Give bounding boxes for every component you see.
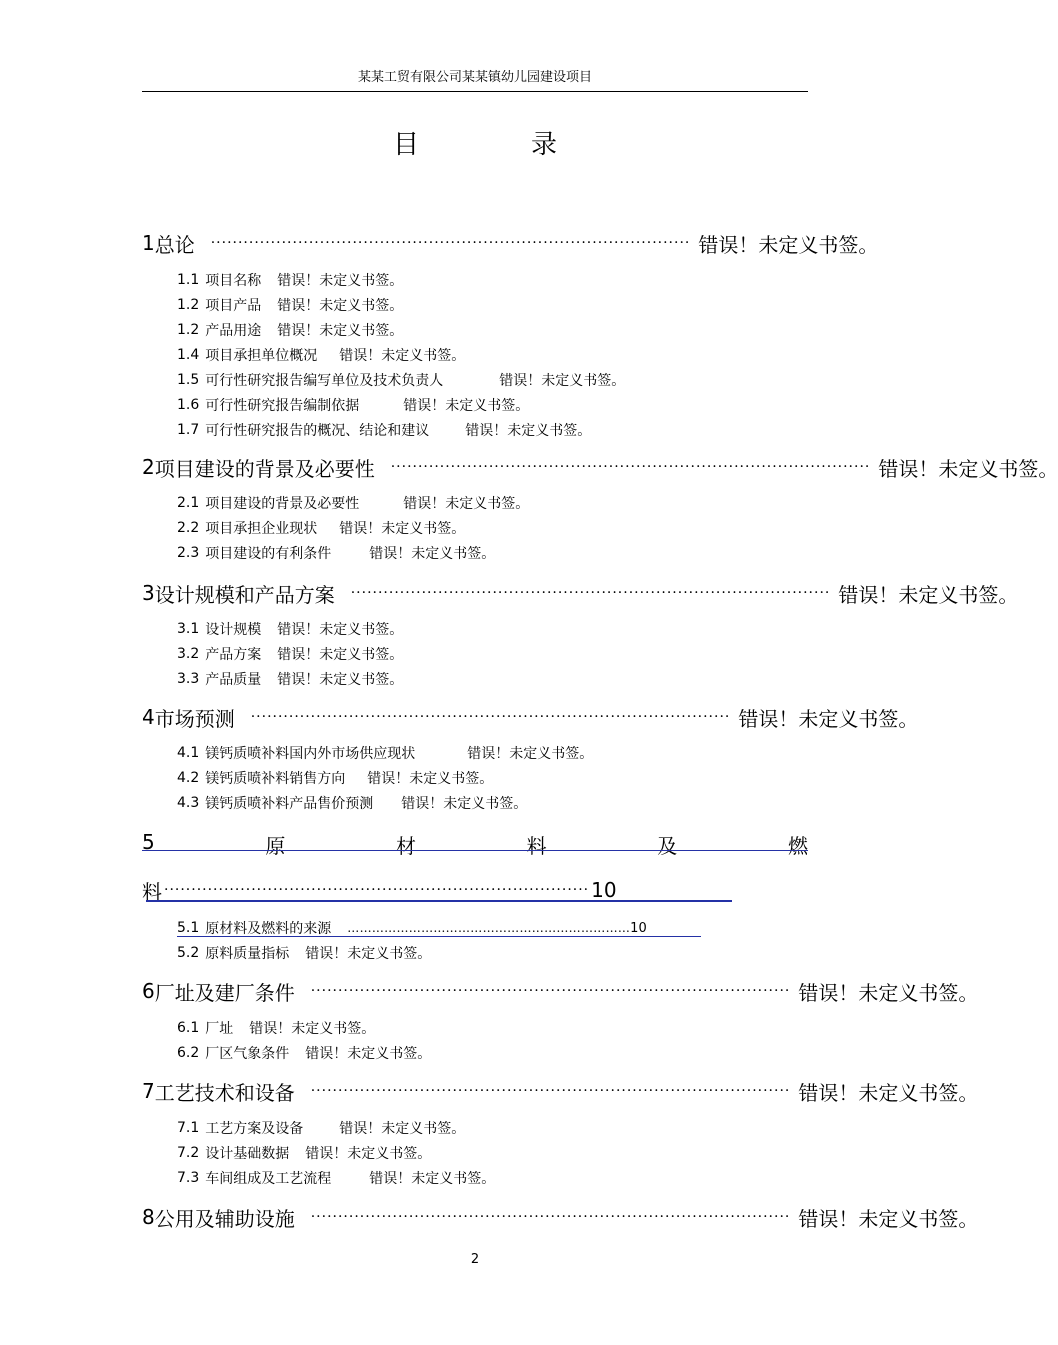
toc-entry-section-4-1[interactable] xyxy=(177,743,593,763)
section-title: 原料质量指标 xyxy=(205,946,290,962)
dot-leader: ························································································ xyxy=(250,709,731,725)
section-number: 4.2 xyxy=(177,770,200,786)
chapter-number: 6 xyxy=(142,979,155,1003)
section-number: 3.1 xyxy=(177,621,200,637)
running-header: 某某工贸有限公司某某镇幼儿园建设项目 xyxy=(357,70,592,85)
section-title: 原材料及燃料的来源 xyxy=(205,921,332,937)
toc-entry-section-7-1[interactable] xyxy=(177,1118,465,1138)
section-number: 7.3 xyxy=(177,1170,200,1186)
section-number: 1.4 xyxy=(177,347,200,363)
section-page: 错误！未定义书签。 xyxy=(369,1171,496,1187)
section-page: 错误！未定义书签。 xyxy=(305,946,432,962)
section-page: 错误！未定义书签。 xyxy=(277,672,404,688)
section-page: 错误！未定义书签。 xyxy=(277,298,404,314)
toc-entry-section-6-1[interactable] xyxy=(177,1018,375,1038)
dot-leader: ·············································································· xyxy=(164,882,590,898)
section-page: 错误！未定义书签。 xyxy=(305,1146,432,1162)
section-title: 项目建设的有利条件 xyxy=(205,546,332,562)
section-title: 可行性研究报告的概况、结论和建议 xyxy=(205,423,430,439)
chapter-page: 错误！未定义书签。 xyxy=(878,456,1058,481)
section-number: 1.2 xyxy=(177,297,200,313)
section-title: 项目名称 xyxy=(205,273,262,289)
section-number: 3.3 xyxy=(177,671,200,687)
section-page: 错误！未定义书签。 xyxy=(465,423,592,439)
chapter-title: 设计规模和产品方案 xyxy=(154,582,335,607)
section-page: 错误！未定义书签。 xyxy=(277,273,404,289)
toc-entry-chapter-1[interactable] xyxy=(142,228,879,258)
section-page: 错误！未定义书签。 xyxy=(277,622,404,638)
section-number: 1.1 xyxy=(177,272,200,288)
toc-entry-chapter-4[interactable] xyxy=(142,702,919,732)
toc-entry-section-2-1[interactable] xyxy=(177,493,529,513)
toc-entry-section-1-2[interactable] xyxy=(177,320,403,340)
chapter-title: 公用及辅助设施 xyxy=(154,1206,295,1231)
chapter-number: 8 xyxy=(142,1205,155,1229)
chapter-title-char: 及 xyxy=(657,834,678,858)
chapter-title-char: 料 xyxy=(526,834,547,858)
toc-entry-section-3-1[interactable] xyxy=(177,619,403,639)
section-title: 产品用途 xyxy=(205,323,262,339)
toc-entry-section-1-6[interactable] xyxy=(177,395,529,415)
dot-leader: ························································································ xyxy=(310,1209,791,1225)
section-page: 错误！未定义书签。 xyxy=(403,398,530,414)
toc-title: 目录 xyxy=(392,130,669,160)
toc-entry-section-1-1[interactable] xyxy=(177,270,403,290)
section-number: 1.5 xyxy=(177,372,200,388)
section-number: 1.2 xyxy=(177,322,200,338)
toc-entry-chapter-3[interactable] xyxy=(142,578,1019,608)
dot-leader: …………………………………………………………… xyxy=(347,921,631,935)
chapter-number: 7 xyxy=(142,1079,155,1103)
section-number: 5.2 xyxy=(177,945,200,961)
section-number: 1.7 xyxy=(177,422,200,438)
section-number: 5.1 xyxy=(177,920,200,936)
dot-leader: ························································································ xyxy=(210,235,691,251)
chapter-title-char: 料 xyxy=(142,879,162,904)
section-page: 错误！未定义书签。 xyxy=(339,521,466,537)
section-page: 错误！未定义书签。 xyxy=(401,796,528,812)
chapter-number: 5 xyxy=(142,830,155,854)
section-title: 厂址 xyxy=(205,1021,234,1037)
section-number: 6.1 xyxy=(177,1020,200,1036)
chapter-page: 错误！未定义书签。 xyxy=(798,1206,979,1231)
chapter-number: 3 xyxy=(142,581,155,605)
chapter-title: 市场预测 xyxy=(154,706,235,731)
toc-entry-section-1-2[interactable] xyxy=(177,295,403,315)
chapter-title-char: 原 xyxy=(265,834,286,858)
section-number: 2.3 xyxy=(177,545,200,561)
section-number: 1.6 xyxy=(177,397,200,413)
section-title: 项目建设的背景及必要性 xyxy=(205,496,360,512)
section-page: 10 xyxy=(630,920,647,936)
section-page: 错误！未定义书签。 xyxy=(369,546,496,562)
section-title: 镁钙质喷补料销售方向 xyxy=(205,771,346,787)
section-page: 错误！未定义书签。 xyxy=(339,1121,466,1137)
page-number: 2 xyxy=(470,1252,480,1267)
section-title: 产品方案 xyxy=(205,647,262,663)
toc-entry-section-4-2[interactable] xyxy=(177,768,493,788)
toc-entry-chapter-2[interactable] xyxy=(142,452,1058,482)
section-title: 工艺方案及设备 xyxy=(205,1121,304,1137)
section-number: 7.2 xyxy=(177,1145,200,1161)
chapter-number: 1 xyxy=(142,231,155,255)
dot-leader: ························································································ xyxy=(390,459,871,475)
section-title: 项目承担企业现状 xyxy=(205,521,318,537)
section-title: 镁钙质喷补料产品售价预测 xyxy=(205,796,374,812)
section-page: 错误！未定义书签。 xyxy=(499,373,626,389)
toc-entry-section[interactable] xyxy=(177,943,431,963)
section-title: 镁钙质喷补料国内外市场供应现状 xyxy=(205,746,416,762)
chapter-number: 2 xyxy=(142,455,155,479)
chapter-page: 错误！未定义书签。 xyxy=(798,980,979,1005)
section-page: 错误！未定义书签。 xyxy=(305,1046,432,1062)
chapter-title-char: 燃 xyxy=(787,834,808,858)
section-number: 4.1 xyxy=(177,745,200,761)
toc-entry-section-2-2[interactable] xyxy=(177,518,465,538)
toc-entry-section-1-7[interactable] xyxy=(177,420,591,440)
toc-entry-section-7-3[interactable] xyxy=(177,1168,495,1188)
section-number: 6.2 xyxy=(177,1045,200,1061)
section-title: 产品质量 xyxy=(205,672,262,688)
chapter-title: 项目建设的背景及必要性 xyxy=(154,456,375,481)
toc-entry-section-3-3[interactable] xyxy=(177,669,403,689)
chapter-page: 错误！未定义书签。 xyxy=(698,232,879,257)
section-title: 设计规模 xyxy=(205,622,262,638)
section-number: 4.3 xyxy=(177,795,200,811)
chapter-page: 错误！未定义书签。 xyxy=(798,1080,979,1105)
chapter-title: 工艺技术和设备 xyxy=(154,1080,295,1105)
toc-entry-section-5-1[interactable] xyxy=(177,918,647,938)
section-page: 错误！未定义书签。 xyxy=(249,1021,376,1037)
toc-entry-chapter-8[interactable] xyxy=(142,1202,979,1232)
chapter-number: 4 xyxy=(142,705,155,729)
section-page: 错误！未定义书签。 xyxy=(367,771,494,787)
toc-entry-chapter-6[interactable] xyxy=(142,976,979,1006)
link-underline xyxy=(177,936,701,937)
toc-entry-section-3-2[interactable] xyxy=(177,644,403,664)
toc-entry-section-7-2[interactable] xyxy=(177,1143,431,1163)
dot-leader: ························································································ xyxy=(350,585,831,601)
link-underline xyxy=(142,850,808,851)
toc-entry-chapter-7[interactable] xyxy=(142,1076,979,1106)
toc-entry-section-2-3[interactable] xyxy=(177,543,495,563)
section-title: 项目承担单位概况 xyxy=(205,348,318,364)
section-title: 厂区气象条件 xyxy=(205,1046,290,1062)
section-page: 错误！未定义书签。 xyxy=(277,323,404,339)
toc-entry-section-4-3[interactable] xyxy=(177,793,527,813)
section-title: 设计基础数据 xyxy=(205,1146,290,1162)
chapter-title: 总论 xyxy=(154,232,195,257)
section-title: 项目产品 xyxy=(205,298,262,314)
toc-entry-section-6-2[interactable] xyxy=(177,1043,431,1063)
chapter-title-char: 材 xyxy=(396,834,417,858)
dot-leader: ························································································ xyxy=(310,983,791,999)
section-number: 3.2 xyxy=(177,646,200,662)
section-number: 2.2 xyxy=(177,520,200,536)
chapter-title: 厂址及建厂条件 xyxy=(154,980,295,1005)
section-title: 车间组成及工艺流程 xyxy=(205,1171,332,1187)
chapter-page: 错误！未定义书签。 xyxy=(738,706,919,731)
section-number: 7.1 xyxy=(177,1120,200,1136)
chapter-page: 错误！未定义书签。 xyxy=(838,582,1019,607)
section-title: 可行性研究报告编写单位及技术负责人 xyxy=(205,373,444,389)
section-page: 错误！未定义书签。 xyxy=(339,348,466,364)
section-page: 错误！未定义书签。 xyxy=(403,496,530,512)
section-page: 错误！未定义书签。 xyxy=(277,647,404,663)
toc-entry-section-1-4[interactable] xyxy=(177,345,465,365)
dot-leader: ························································································ xyxy=(310,1083,791,1099)
section-title: 可行性研究报告编制依据 xyxy=(205,398,360,414)
section-number: 2.1 xyxy=(177,495,200,511)
toc-entry-chapter-5[interactable] xyxy=(142,830,808,856)
section-page: 错误！未定义书签。 xyxy=(467,746,594,762)
chapter-page: 10 xyxy=(591,878,617,902)
link-underline xyxy=(146,900,732,902)
toc-entry-section-1-5[interactable] xyxy=(177,370,625,390)
